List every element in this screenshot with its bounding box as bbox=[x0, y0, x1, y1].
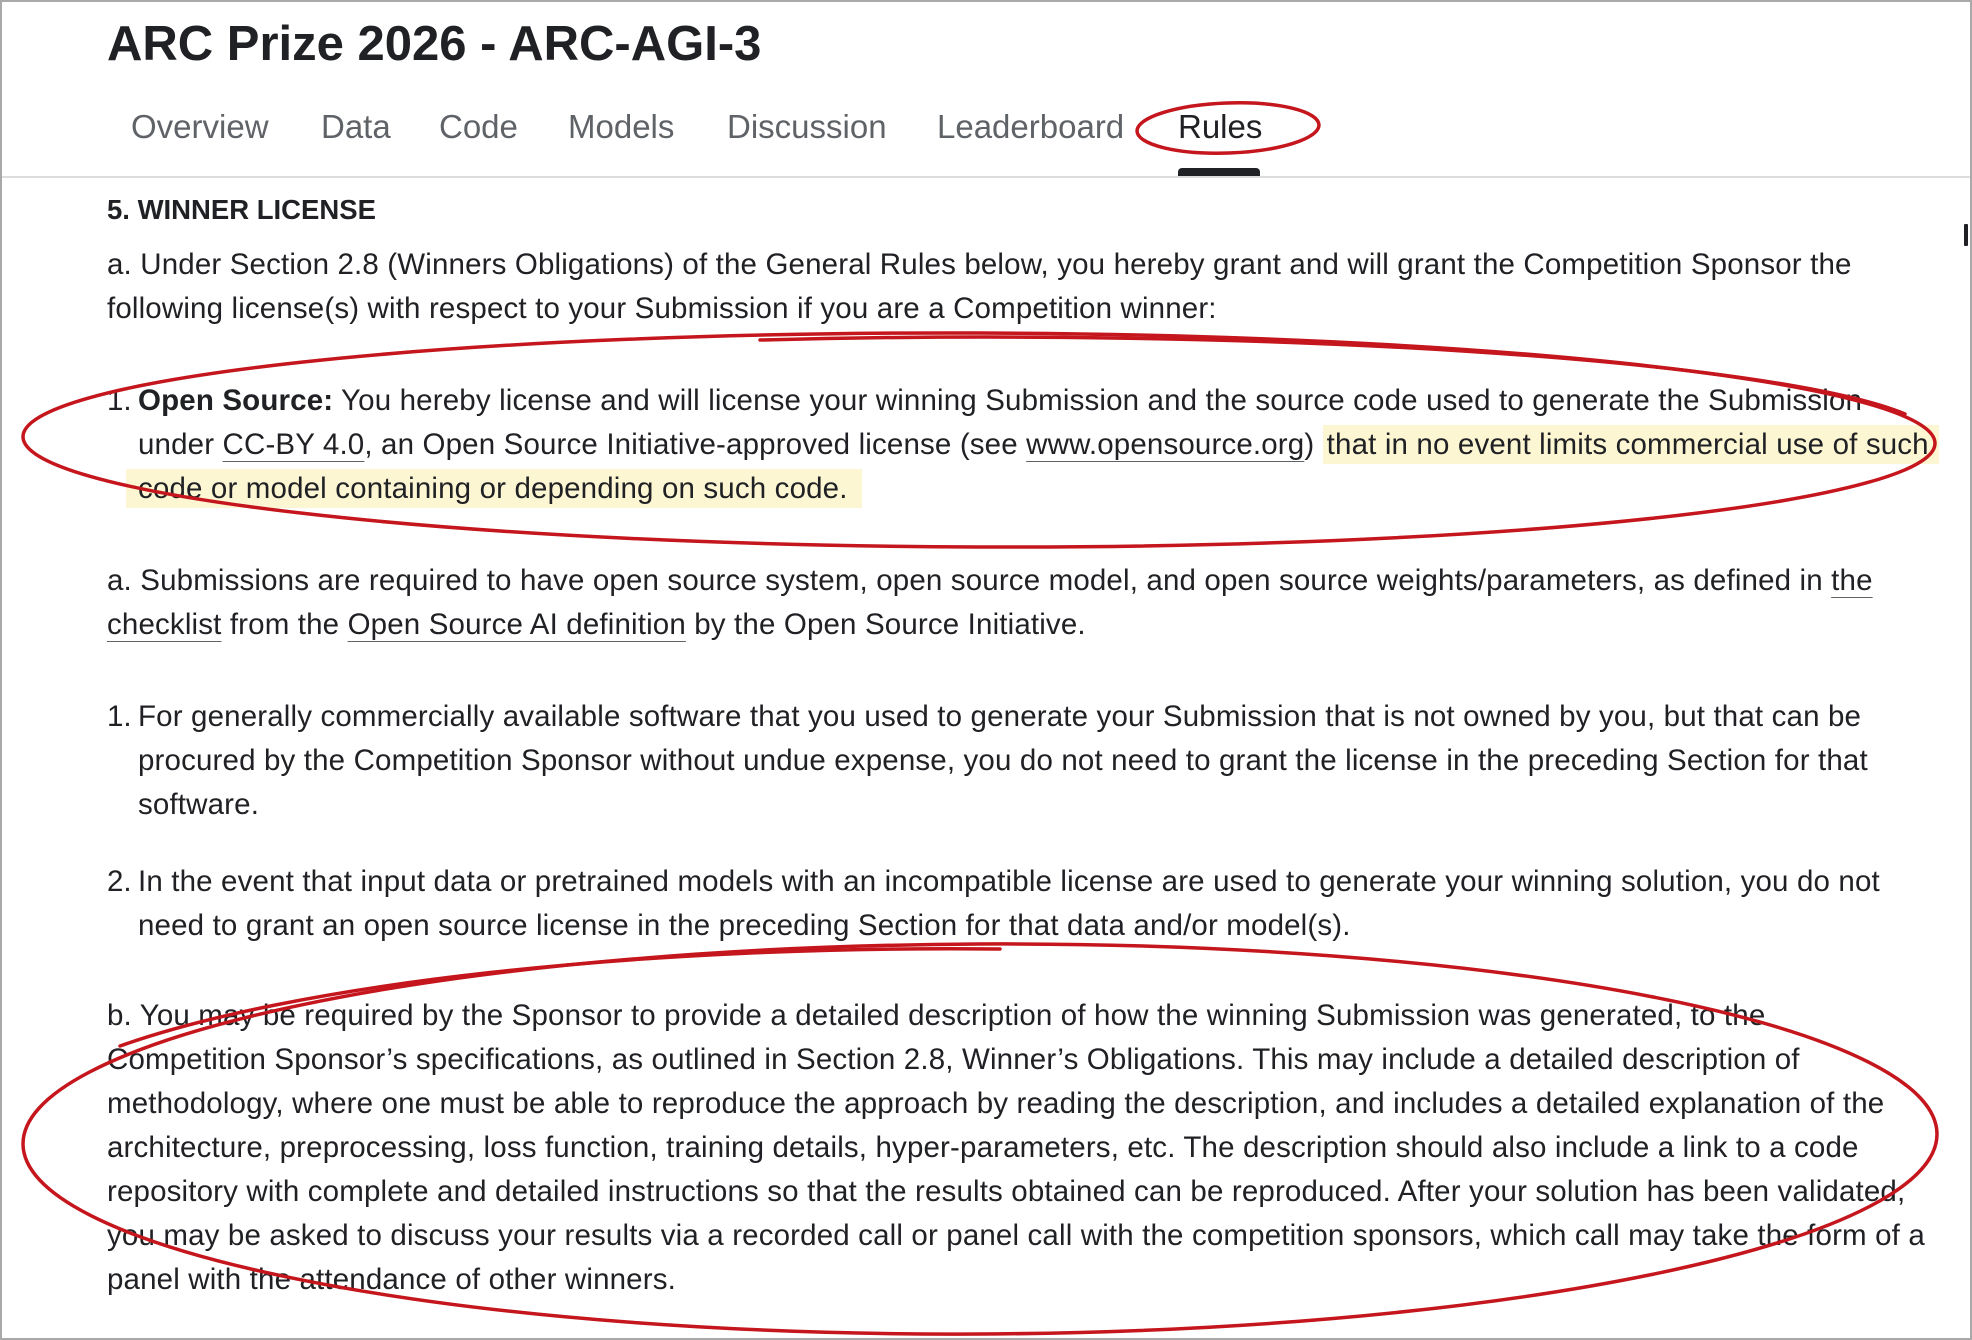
text-line: a. Under Section 2.8 (Winners Obligations) of the General Rules below, you hereby grant and will grant the Competition Sponsor the bbox=[107, 248, 1852, 281]
checklist-link[interactable]: checklist bbox=[107, 608, 222, 641]
tab-data[interactable]: Data bbox=[321, 108, 391, 145]
text-line: you may be asked to discuss your results via a recorded call or panel call with the competition sponsors, which call may take the form of a bbox=[107, 1219, 1925, 1252]
opensource-org-link[interactable]: www.opensource.org bbox=[1026, 428, 1305, 461]
text-line: Competition Sponsor’s specifications, as outlined in Section 2.8, Winner’s Obligations. This may include a detailed description of bbox=[107, 1043, 1800, 1076]
text-line bbox=[107, 559, 1873, 603]
text-line: b. You may be required by the Sponsor to provide a detailed description of how the winning Submission was generated, to the bbox=[107, 999, 1766, 1032]
list-marker: 1. bbox=[107, 700, 132, 733]
text-line: For generally commercially available software that you used to generate your Submission that is not owned by you, but that can be bbox=[138, 700, 1862, 733]
highlighted-text: code or model containing or depending on such code. bbox=[126, 469, 862, 508]
tab-code[interactable]: Code bbox=[439, 108, 518, 145]
text-line: In the event that input data or pretrained models with an incompatible license are used to generate your winning solution, you do not bbox=[138, 865, 1880, 898]
paragraph-description-requirement bbox=[107, 994, 1925, 1302]
text-span: You hereby license and will license your winning Submission and the source code used to generate the Submission bbox=[333, 384, 1863, 417]
text-span: under bbox=[138, 428, 223, 461]
tab-models[interactable]: Models bbox=[568, 108, 675, 145]
text-line: software. bbox=[138, 788, 260, 821]
text-line bbox=[107, 379, 1939, 423]
list-item-commercial-software bbox=[107, 695, 1868, 827]
tab-overview[interactable]: Overview bbox=[131, 108, 269, 145]
page-title: ARC Prize 2026 - ARC-AGI-3 bbox=[107, 17, 762, 71]
text-line: methodology, where one must be able to reproduce the approach by reading the description, and includes a detailed explanation of the bbox=[107, 1087, 1885, 1120]
scrollbar-thumb[interactable] bbox=[1964, 224, 1968, 246]
text-line: panel with the attendance of other winners. bbox=[107, 1263, 676, 1296]
checklist-link[interactable]: the bbox=[1831, 564, 1873, 597]
text-span: by the Open Source Initiative. bbox=[685, 608, 1086, 641]
tab-leaderboard[interactable]: Leaderboard bbox=[937, 108, 1125, 145]
text-span: from the bbox=[221, 608, 348, 641]
list-marker: 2. bbox=[107, 865, 132, 898]
open-source-term: Open Source: bbox=[138, 384, 334, 417]
text-span: ) bbox=[1304, 428, 1323, 461]
text-line bbox=[107, 423, 1939, 467]
open-source-ai-definition-link[interactable]: Open Source AI definition bbox=[347, 608, 686, 641]
paragraph-submissions bbox=[107, 559, 1873, 647]
tab-discussion[interactable]: Discussion bbox=[727, 108, 887, 145]
text-span: a. Submissions are required to have open source system, open source model, and open source weights/parameters, as defined in bbox=[107, 564, 1832, 597]
section-heading: 5. WINNER LICENSE bbox=[107, 194, 376, 225]
text-line: need to grant an open source license in the preceding Section for that data and/or model(s). bbox=[138, 909, 1351, 942]
highlighted-text: that in no event limits commercial use of such bbox=[1323, 425, 1939, 464]
text-span: , an Open Source Initiative-approved license (see bbox=[364, 428, 1027, 461]
list-item-incompatible-license bbox=[107, 860, 1880, 948]
text-line: architecture, preprocessing, loss function, training details, hyper-parameters, etc. The description should also include a link to a code bbox=[107, 1131, 1859, 1164]
tab-rules[interactable]: Rules bbox=[1178, 108, 1263, 145]
list-item-open-source bbox=[107, 379, 1939, 511]
text-line: procured by the Competition Sponsor without undue expense, you do not need to grant the license in the preceding Section for that bbox=[138, 744, 1868, 777]
text-line bbox=[107, 467, 1939, 511]
cc-by-license-link[interactable]: CC-BY 4.0 bbox=[222, 428, 365, 461]
header-divider bbox=[0, 176, 1972, 178]
paragraph-intro bbox=[107, 243, 1852, 331]
list-marker: 1. bbox=[107, 384, 132, 417]
text-line bbox=[107, 603, 1873, 647]
text-line: following license(s) with respect to your Submission if you are a Competition winner: bbox=[107, 292, 1217, 325]
active-tab-indicator bbox=[1178, 168, 1260, 176]
text-line: repository with complete and detailed instructions so that the results obtained can be reproduced. After your solution has been validated, bbox=[107, 1175, 1906, 1208]
